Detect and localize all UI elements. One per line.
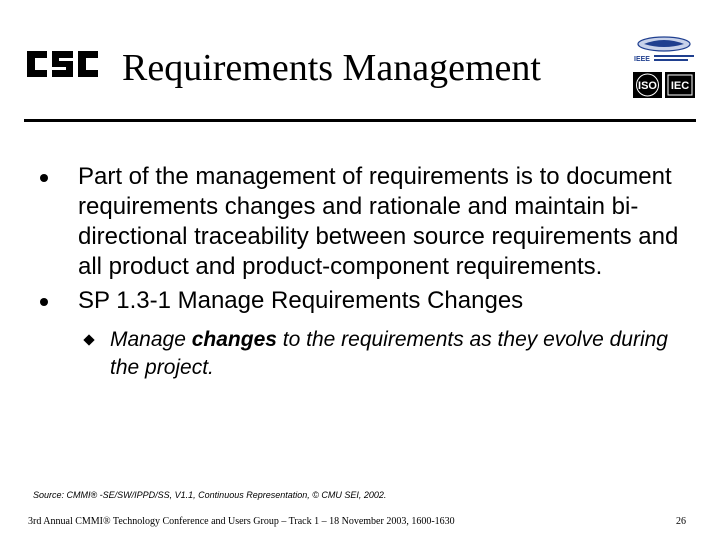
sub-bullet-text-end: to the requirements as they evolve during the project. bbox=[110, 328, 668, 379]
sub-bullet-text-start: Manage bbox=[110, 328, 192, 351]
csc-logo bbox=[25, 48, 101, 80]
svg-text:IEC: IEC bbox=[670, 80, 690, 92]
bullet-item bbox=[30, 286, 700, 316]
standards-logos bbox=[630, 34, 698, 100]
iec-logo bbox=[665, 72, 695, 98]
footer-text: 3rd Annual CMMI® Technology Conference and Users Group – Track 1 – 18 November 2003, 1600-1630 bbox=[28, 516, 455, 527]
bullet-text: SP 1.3-1 Manage Requirements Changes bbox=[78, 287, 524, 314]
bullet-dot-icon bbox=[40, 298, 48, 306]
diamond-bullet-icon bbox=[83, 334, 94, 345]
page-number: 26 bbox=[676, 516, 686, 527]
ieee-logo bbox=[634, 37, 694, 63]
svg-text:IEEE: IEEE bbox=[634, 56, 650, 63]
source-citation: Source: CMMI® -SE/SW/IPPD/SS, V1.1, Continuous Representation, © CMU SEI, 2002. bbox=[33, 490, 387, 500]
bullet-text: Part of the management of requirements is to document requirements changes and rationale and maintain bi-directional traceability between source requirements and all product and product-component requirements. bbox=[78, 163, 679, 280]
sub-bullet-item bbox=[110, 326, 700, 382]
title-rule bbox=[24, 119, 696, 122]
svg-text:ISO: ISO bbox=[638, 80, 657, 92]
slide-title: Requirements Management bbox=[122, 47, 541, 89]
bullet-item bbox=[30, 162, 700, 282]
bullet-dot-icon bbox=[40, 174, 48, 182]
sub-bullet-emphasis: changes bbox=[191, 328, 277, 351]
iso-logo bbox=[633, 72, 662, 98]
bullet-list bbox=[30, 162, 700, 382]
